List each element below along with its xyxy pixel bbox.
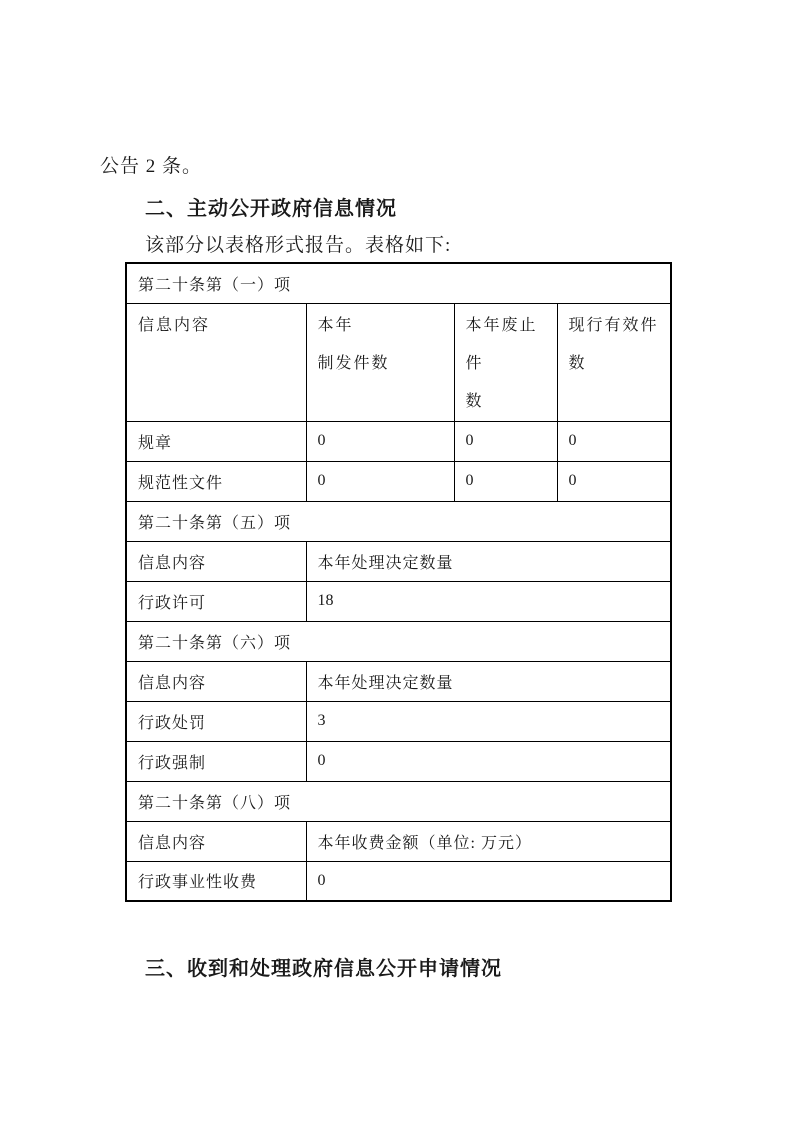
- header-line: 本年: [317, 316, 354, 334]
- table-row: [126, 741, 671, 781]
- section-heading-2: 二、主动公开政府信息情况: [145, 198, 397, 220]
- table-row: [126, 421, 671, 461]
- section-title-cell: 第二十条第（五）项: [126, 501, 671, 541]
- section-title-cell: 第二十条第（六）项: [126, 621, 671, 661]
- section-title-row: [126, 263, 671, 303]
- value-cell: 0: [454, 461, 557, 501]
- row-label-cell: 行政处罚: [126, 701, 306, 741]
- row-label-cell: 行政事业性收费: [126, 861, 306, 901]
- table-row: [126, 701, 671, 741]
- value-cell: 0: [306, 861, 671, 901]
- row-label-cell: 行政强制: [126, 741, 306, 781]
- section-heading-3: 三、收到和处理政府信息公开申请情况: [145, 958, 502, 980]
- section-title-row: [126, 501, 671, 541]
- closing-line-previous-section: 公告 2 条。: [100, 156, 203, 177]
- header-cell: 本年收费金额（单位: 万元）: [306, 821, 671, 861]
- header-cell: [306, 303, 454, 421]
- table-row: [126, 861, 671, 901]
- table-row: [126, 581, 671, 621]
- header-row: [126, 661, 671, 701]
- value-cell: 0: [306, 421, 454, 461]
- section-title-cell: 第二十条第（一）项: [126, 263, 671, 303]
- header-cell: 信息内容: [126, 303, 306, 421]
- value-cell: 0: [557, 461, 671, 501]
- header-line: 制发件数: [317, 354, 390, 372]
- header-row: [126, 821, 671, 861]
- row-label-cell: 规范性文件: [126, 461, 306, 501]
- row-label-cell: 规章: [126, 421, 306, 461]
- section-title-cell: 第二十条第（八）项: [126, 781, 671, 821]
- header-cell: 信息内容: [126, 541, 306, 581]
- header-cell: 现行有效件数: [557, 303, 671, 421]
- value-cell: 3: [306, 701, 671, 741]
- value-cell: 0: [306, 741, 671, 781]
- header-row: [126, 541, 671, 581]
- header-line: 数: [465, 392, 484, 410]
- header-cell: 本年处理决定数量: [306, 661, 671, 701]
- header-cell: 信息内容: [126, 821, 306, 861]
- row-label-cell: 行政许可: [126, 581, 306, 621]
- value-cell: 0: [557, 421, 671, 461]
- value-cell: 18: [306, 581, 671, 621]
- value-cell: 0: [454, 421, 557, 461]
- disclosure-report-table: [125, 262, 672, 902]
- header-cell: [454, 303, 557, 421]
- header-line: 本年废止件: [465, 316, 538, 372]
- table-intro-paragraph: 该部分以表格形式报告。表格如下:: [145, 235, 452, 256]
- section-title-row: [126, 621, 671, 661]
- section-title-row: [126, 781, 671, 821]
- header-cell: 本年处理决定数量: [306, 541, 671, 581]
- value-cell: 0: [306, 461, 454, 501]
- header-row: [126, 303, 671, 421]
- header-cell: 信息内容: [126, 661, 306, 701]
- table-row: [126, 461, 671, 501]
